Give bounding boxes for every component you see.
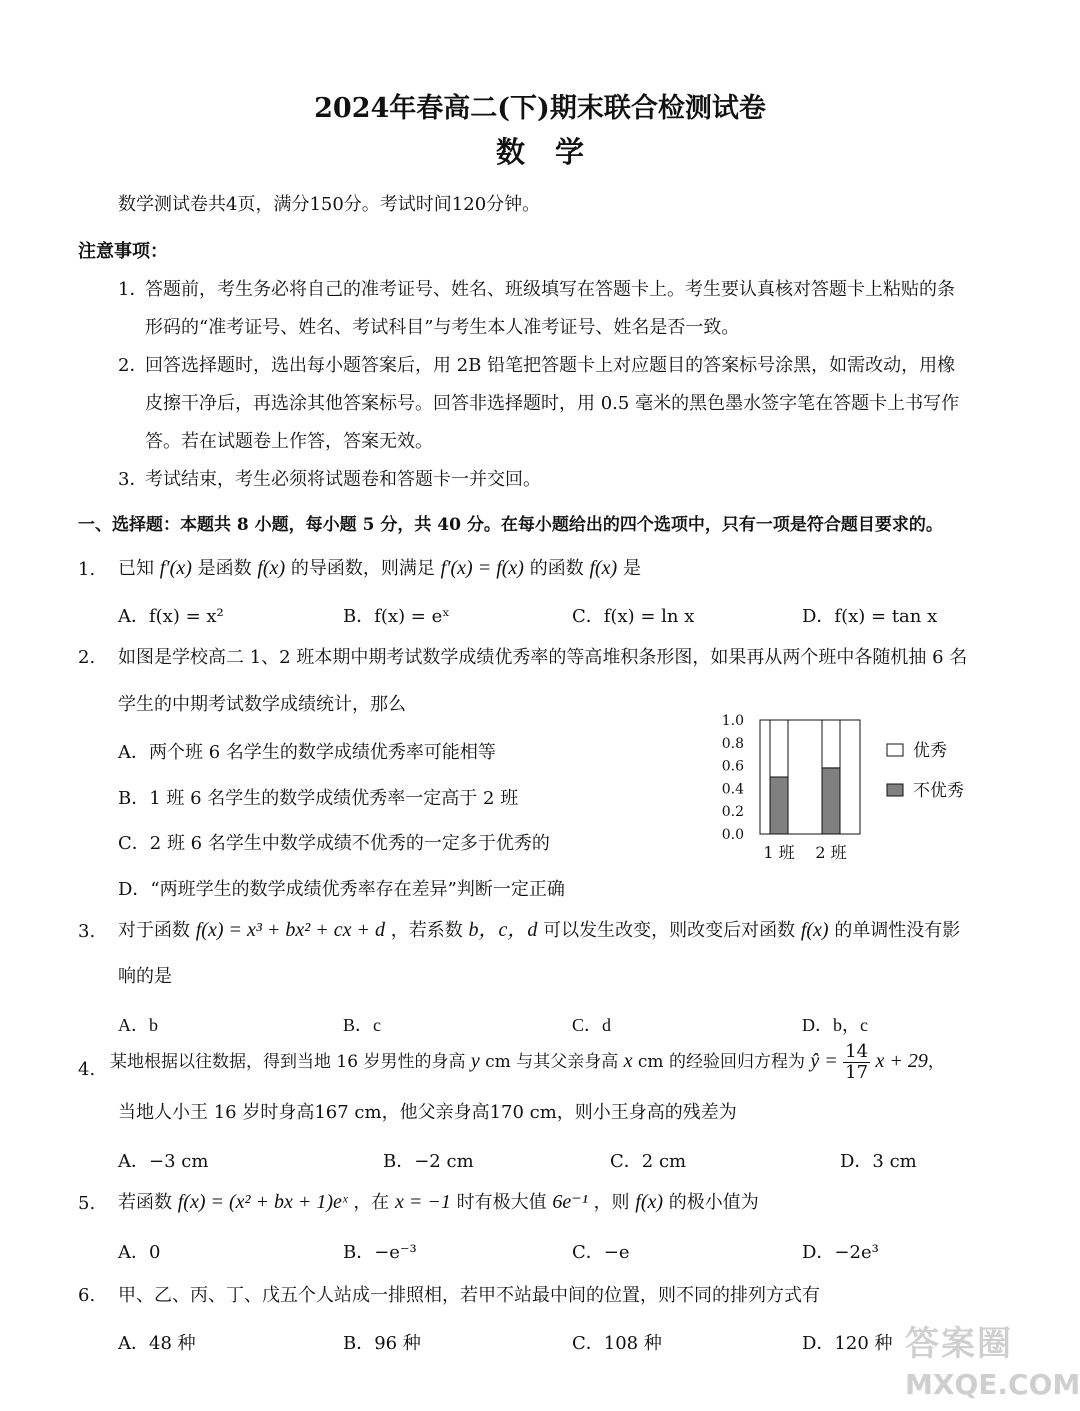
- q4-stem-line-2: 当地人小王 16 岁时身高167 cm，他父亲身高170 cm，则小王身高的残差为: [118, 1102, 737, 1123]
- q6-option-b: B．96 种: [343, 1333, 421, 1354]
- q5-option-a: A．0: [118, 1242, 161, 1263]
- q3-text-1: 对于函数: [118, 920, 190, 941]
- bar-segment: [822, 768, 840, 834]
- bar-segment: [822, 720, 840, 768]
- q3-option-a: A．b: [118, 1015, 158, 1035]
- q5-math-2: x = −1: [395, 1191, 451, 1213]
- q3-stem-line-2: 响的是: [118, 966, 172, 987]
- question-3-number: 3.: [78, 921, 96, 942]
- q1-text-3: 的导函数，则满足: [290, 558, 435, 579]
- note-1-line-2: 形码的“准考证号、姓名、考试科目”与考生本人准考证号、姓名是否一致。: [145, 317, 740, 338]
- notes-heading: 注意事项：: [78, 241, 168, 262]
- legend-swatch: [887, 744, 903, 756]
- q4-option-a: A．−3 cm: [118, 1151, 209, 1172]
- question-1-stem: [118, 556, 641, 581]
- q6-stem: 甲、乙、丙、丁、戊五个人站成一排照相，若甲不站最中间的位置，则不同的排列方式有: [118, 1285, 820, 1306]
- q1-option-c: C．f(x) = ln x: [572, 606, 695, 627]
- question-5-number: 5.: [78, 1193, 96, 1214]
- q6-option-a: A．48 种: [118, 1333, 196, 1354]
- q3-text-3: 可以发生改变，则改变后对函数: [543, 920, 796, 941]
- q4-math-x: x: [623, 1050, 633, 1072]
- question-5-stem: [118, 1190, 759, 1215]
- q5-math-1: f(x) = (x² + bx + 1)eˣ: [177, 1191, 348, 1213]
- bar-segment: [770, 720, 788, 777]
- q5-text-2: ，在: [353, 1192, 390, 1213]
- q4-text-1: 某地根据以往数据，得到当地 16 岁男性的身高: [110, 1052, 466, 1072]
- q1-option-d: D．f(x) = tan x: [802, 606, 938, 627]
- q4-fraction: [843, 1042, 870, 1083]
- q5-text-3: 时有极大值: [456, 1192, 547, 1213]
- question-6-number: 6.: [78, 1285, 96, 1306]
- subject-title: 数学: [495, 135, 614, 169]
- q2-option-c: C．2 班 6 名学生中数学成绩不优秀的一定多于优秀的: [118, 833, 550, 854]
- legend-swatch: [887, 784, 903, 796]
- note-2-line-3: 答。若在试题卷上作答，答案无效。: [145, 431, 433, 452]
- q3-math-3: f(x): [800, 919, 829, 941]
- q4-math-yhat: ŷ =: [810, 1050, 838, 1072]
- q5-text-4: ，则: [593, 1192, 630, 1213]
- question-4-stem: [110, 1042, 945, 1083]
- q1-text-5: 是: [622, 558, 641, 579]
- question-1-number: 1.: [78, 559, 96, 580]
- q3-math-1: f(x) = x³ + bx² + cx + d: [195, 919, 385, 941]
- q5-math-4: f(x): [635, 1191, 664, 1213]
- question-3-stem: [118, 918, 960, 943]
- question-4-number: 4.: [78, 1059, 96, 1080]
- q2-option-a: A．两个班 6 名学生的数学成绩优秀率可能相等: [118, 742, 496, 763]
- note-3-line-1: 考试结束，考生必须将试题卷和答题卡一并交回。: [145, 469, 541, 490]
- q5-option-d: D．−2e³: [802, 1242, 879, 1263]
- note-2-num: 2．: [118, 355, 148, 376]
- q3-option-d: D．b，c: [802, 1015, 868, 1035]
- q2-option-d: D．“两班学生的数学成绩优秀率存在差异”判断一定正确: [118, 879, 565, 900]
- y-tick-label: 0.4: [721, 781, 744, 798]
- q1-math-2: f(x): [257, 557, 286, 579]
- y-tick-label: 0.8: [721, 735, 744, 752]
- q6-option-c: C．108 种: [572, 1333, 662, 1354]
- q2-stem-line-1: 如图是学校高二 1、2 班本期中期考试数学成绩优秀率的等高堆积条形图，如果再从两个班中各随机抽 6 名: [118, 647, 968, 668]
- q4-text-3: cm 的经验回归方程为: [637, 1052, 805, 1072]
- q2-option-b: B．1 班 6 名学生的数学成绩优秀率一定高于 2 班: [118, 788, 519, 809]
- q6-option-d: D．120 种: [802, 1333, 893, 1354]
- y-tick-label: 1.0: [721, 713, 744, 729]
- q3-text-2: ，若系数: [390, 920, 463, 941]
- q1-option-b: B．f(x) = eˣ: [343, 606, 450, 627]
- note-3-num: 3．: [118, 469, 148, 490]
- note-2-line-2: 皮擦干净后，再选涂其他答案标号。回答非选择题时，用 0.5 毫米的黑色墨水签字笔在答题卡上书写作: [145, 393, 960, 414]
- exam-title: 2024年春高二(下)期末联合检测试卷: [314, 93, 766, 124]
- x-category-label: 2 班: [815, 843, 847, 862]
- watermark-logo: 答案圈: [905, 1324, 1013, 1364]
- q1-text-2: 是函数: [197, 558, 252, 579]
- q1-text-1: 已知: [118, 558, 154, 579]
- q4-option-c: C．2 cm: [610, 1151, 687, 1172]
- q4-option-d: D．3 cm: [840, 1151, 917, 1172]
- q4-option-b: B．−2 cm: [383, 1151, 474, 1172]
- q5-text-1: 若函数: [118, 1192, 172, 1213]
- q3-option-c: C．d: [572, 1015, 612, 1035]
- q1-math-1: f′(x): [159, 557, 192, 579]
- q5-text-5: 的极小值为: [668, 1192, 759, 1213]
- legend-label: 不优秀: [913, 781, 964, 801]
- legend-label: 优秀: [913, 741, 947, 761]
- y-tick-label: 0.2: [721, 804, 744, 821]
- stacked-bar-chart: [710, 708, 1000, 868]
- q4-frac-num: 14: [845, 1041, 869, 1062]
- q3-math-2: b，c，d: [468, 919, 538, 941]
- section-1-heading: 一、选择题：本题共 8 小题，每小题 5 分，共 40 分。在每小题给出的四个选项中，只有一项是符合题目要求的。: [78, 515, 943, 535]
- q4-text-4: ，: [927, 1052, 945, 1072]
- q5-math-3: 6e⁻¹: [552, 1191, 588, 1213]
- x-category-label: 1 班: [763, 843, 795, 862]
- q1-option-a: A．f(x) = x²: [118, 606, 224, 627]
- bar-segment: [770, 777, 788, 834]
- q4-frac-den: 17: [845, 1062, 869, 1083]
- q4-math-y: y: [470, 1050, 480, 1072]
- q3-text-4: 的单调性没有影: [834, 920, 961, 941]
- q2-stem-line-2: 学生的中期考试数学成绩统计，那么: [118, 694, 406, 715]
- note-1-line-1: 答题前，考生务必将自己的准考证号、姓名、班级填写在答题卡上。考生要认真核对答题卡上粘贴的条: [145, 279, 955, 300]
- y-tick-label: 0.6: [721, 758, 744, 775]
- q4-text-2: cm 与其父亲身高: [485, 1052, 619, 1072]
- q1-math-4: f(x): [589, 557, 618, 579]
- watermark-url: MXQE.COM: [905, 1368, 1080, 1401]
- note-2-line-1: 回答选择题时，选出每小题答案后，用 2B 铅笔把答题卡上对应题目的答案标号涂黑，如需改动，用橡: [145, 355, 956, 376]
- q4-math-rest: x + 29: [875, 1050, 928, 1072]
- q5-option-b: B．−e⁻³: [343, 1242, 417, 1263]
- q1-text-4: 的函数: [529, 558, 584, 579]
- intro-text: 数学测试卷共4页，满分150分。考试时间120分钟。: [118, 194, 541, 215]
- question-2-number: 2.: [78, 647, 96, 668]
- note-1-num: 1．: [118, 279, 148, 300]
- y-tick-label: 0.0: [721, 827, 744, 843]
- q3-option-b: B．c: [343, 1015, 381, 1035]
- q1-math-3: f′(x) = f(x): [440, 557, 524, 579]
- q5-option-c: C．−e: [572, 1242, 630, 1263]
